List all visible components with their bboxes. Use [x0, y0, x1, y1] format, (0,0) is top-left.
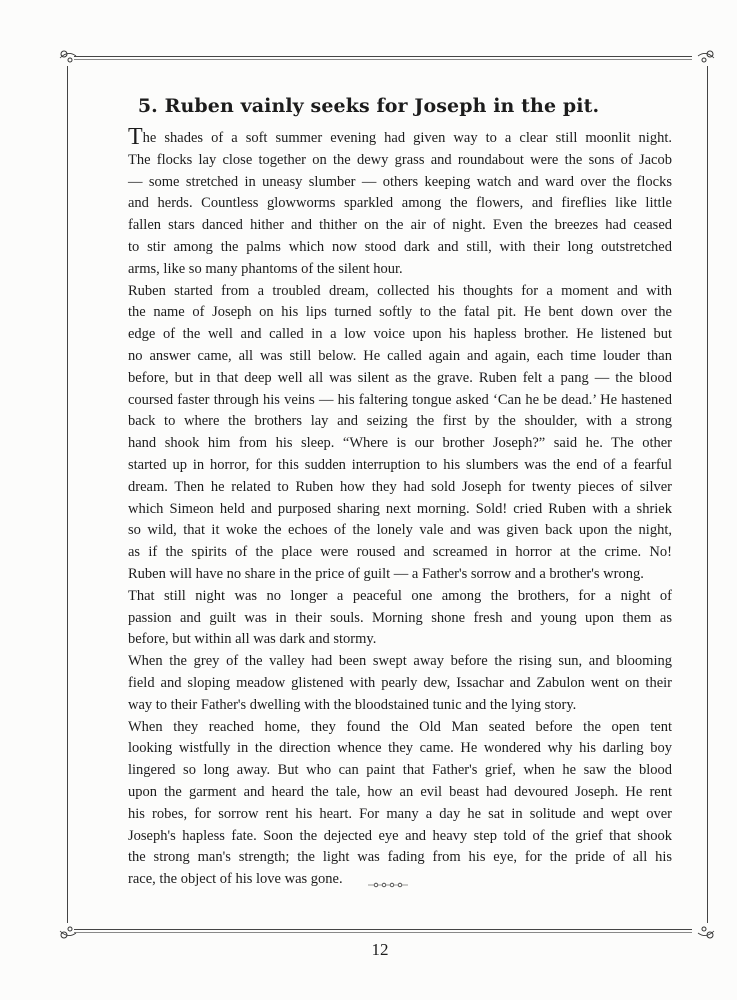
paragraph — [128, 717, 672, 891]
text-line: before, but within all was dark and stormy. — [128, 631, 377, 648]
frame-top-rule-inner — [74, 59, 692, 60]
chapter-body — [128, 124, 672, 891]
text-line: arms, like so many phantoms of the silent hour. — [128, 260, 403, 277]
text-line: Ruben will have no share in the price of guilt — a Father's sorrow and a brother's wrong. — [128, 565, 644, 582]
paragraph — [128, 586, 672, 651]
text-line: lingered so long away. But who can paint that Father's grief, when he saw the blood — [128, 762, 672, 779]
text-line: coursed faster through his veins — his faltering tongue asked ‘Can he be dead.’ He hastened — [128, 391, 672, 408]
paragraph — [128, 124, 672, 281]
frame-top-rule — [74, 56, 692, 57]
text-line — [128, 124, 672, 150]
text-line: dream. Then he related to Ruben how they had sold Joseph for twenty pieces of silver — [128, 478, 672, 495]
text-line: When the grey of the valley had been swept away before the rising sun, and blooming — [128, 653, 672, 670]
text-line: the strong man's strength; the light was fading from his eye, for the pride of all his — [128, 849, 672, 866]
text-line: edge of the well and called in a low voice upon his hapless brother. He listened but — [128, 326, 672, 343]
text-line: back to where the brothers lay and seizing the first by the shoulder, with a strong — [128, 413, 672, 430]
text-line: Ruben started from a troubled dream, collected his thoughts for a moment and with — [128, 282, 672, 299]
text-line: to stir among the palms which now stood dark and still, with their long outstretched — [128, 238, 672, 255]
corner-ornament-icon — [58, 921, 78, 941]
frame-bottom-rule — [74, 929, 692, 930]
text-line: race, the object of his love was gone. — [128, 871, 343, 888]
page-number: 12 — [371, 940, 389, 959]
frame-right-rule — [707, 66, 708, 923]
text-line: way to their Father's dwelling with the bloodstained tunic and the lying story. — [128, 696, 577, 713]
end-ornament-icon — [368, 880, 408, 890]
text-line: so wild, that it woke the echoes of the lonely vale and was given back upon the night, — [128, 522, 672, 539]
text-line: no answer came, all was still below. He called again and again, each time louder than — [128, 347, 672, 364]
text-line: The flocks lay close together on the dewy grass and roundabout were the sons of Jacob — [128, 151, 672, 168]
text-line: looking wistfully in the direction whence they came. He wondered why his darling boy — [128, 740, 672, 757]
text-line: Joseph's hapless fate. Soon the dejected eye and heavy step told of the grief that shook — [128, 827, 672, 844]
text-line: passion and guilt was in their souls. Morning shone fresh and young upon them as — [128, 609, 672, 626]
text-line: the name of Joseph on his lips turned softly to the fatal pit. He bent down over the — [128, 304, 672, 321]
chapter-title: 5. Ruben vainly seeks for Joseph in the pit. — [137, 95, 600, 117]
text-line: upon the garment and heard the tale, how an evil beast had devoured Joseph. He rent — [128, 783, 672, 800]
text-line: fallen stars danced hither and thither on the air of night. Even the breezes had ceased — [128, 217, 672, 234]
text-line: started up in horror, for this sudden interruption to his slumbers was the end of a fearful — [128, 456, 672, 473]
corner-ornament-icon — [696, 48, 716, 68]
text-line: before, but in that deep well all was silent as the grave. Ruben felt a pang — the blood — [128, 369, 672, 386]
text-line: hand shook him from his sleep. “Where is our brother Joseph?” said he. The other — [128, 435, 672, 452]
paragraph — [128, 651, 672, 716]
text-line: field and sloping meadow glistened with pearly dew, Issachar and Zabulon went on their — [128, 674, 672, 691]
corner-ornament-icon — [58, 48, 78, 68]
frame-bottom-rule-inner — [74, 932, 692, 933]
corner-ornament-icon — [696, 921, 716, 941]
text-line: his robes, for sorrow rent his heart. For many a day he sat in solitude and wept over — [128, 805, 672, 822]
text-line: and herds. Countless glowworms sparkled among the flowers, and fireflies like little — [128, 195, 672, 212]
paragraph — [128, 281, 672, 586]
text-line: That still night was no longer a peaceful one among the brothers, for a night of — [128, 587, 672, 604]
text-line-rest: he shades of a soft summer evening had given way to a clear still moonlit night. — [142, 130, 672, 146]
frame-left-rule — [67, 66, 68, 923]
text-line: which Simeon held and purposed sharing next morning. Sold! cried Ruben with a shriek — [128, 500, 672, 517]
text-line: — some stretched in uneasy slumber — others keeping watch and ward over the flocks — [128, 173, 672, 190]
drop-cap: T — [128, 124, 143, 150]
text-line: When they reached home, they found the Old Man seated before the open tent — [128, 718, 672, 735]
text-line: as if the spirits of the place were roused and screamed in horror at the crime. No! — [128, 544, 672, 561]
